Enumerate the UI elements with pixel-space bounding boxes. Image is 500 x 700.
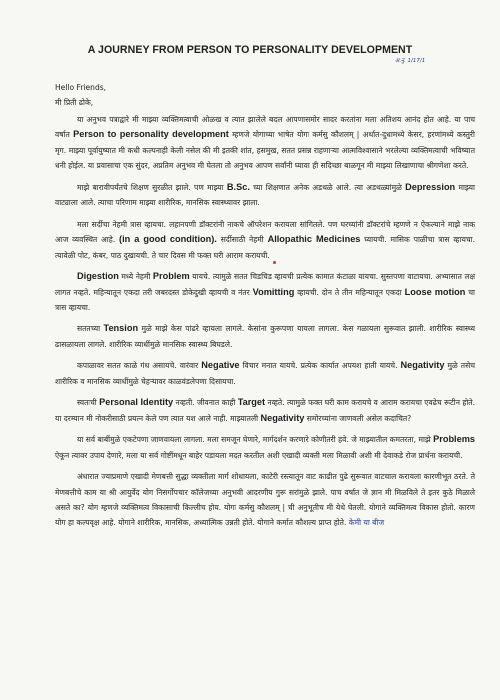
handwritten-insertion: केमी या बीज: [348, 518, 385, 528]
paragraph-education: माझे बारावीपर्यंतचे शिक्षण सुरळीत झाले. पण माझ्या B.Sc. च्या शिक्षणात अनेक अडथळे आले. त्या अडथळ्यांमुळे Depression माझ्या वाट्याला आले. त्याचा परिणाम माझ्या शारीरिक, मानसिक स्वास्थ्यावर झाला.: [55, 181, 475, 208]
greeting: Hello Friends,: [55, 83, 107, 92]
paragraph-tension: सततच्या Tension मुळे माझे केस पांढरे व्हायला लागले. केसांना कुरूपणा यायला लागला. केस गळायला सुरूवात झाली. शारीरिक स्वास्थ्य ढासळायला लागले. शारीरिक व्याधींमुळे मानसिक स्वास्थ्य बिघडले.: [55, 323, 475, 349]
paragraph-negativity: कपाळावर सतत काळे गंध असायचे. वारंवार Negative विचार मनात यायचे. प्रत्येक कार्यात अपयश हाती यायचे. Negativity मुळे तसेच शारीरिक व मानसिक व्याधींमुळे चेहऱ्यावर काळवंडलेपणा दिसायचा.: [55, 360, 475, 386]
paragraph-health: मला सर्दीचा नेहमी त्रास व्हायचा. लहानपणी डॉक्टरांनी नाकचे ऑपरेशन करायला सांगितले. पण घरच्यांनी डॉक्टरांचे म्हणणे न ऐकल्याने माझे नाक आज व्यवस्थित आहे. (in a good condition). सर्दीसाठी नेहमी Allopathic Medicines घ्यायची. मासिक पाळीचा त्रास व्हायचा. त्यावेळी पोट, कंबर, पाठ दुखायची. ते चार दिवस मी फक्त घरी आराम करायची.: [55, 219, 475, 260]
paragraph-loneliness: या सर्व बाबींमुळे एकटेपणा जाणवायला लागला. मला समजून घेणारे, मार्गदर्शन करणारे कोणीतरी हवे. जे माझ्यातील कमतरता, माझे Problems ऐकून त्यावर उपाय देणारे, मला या सर्व गोष्टींमधून बाहेर पडायला मदत करतील अशी एखादी व्यक्ती मला मिळावी अशी मी देवाकडे रोज प्रार्थना करायची.: [55, 434, 475, 460]
handwritten-annotation: अ.नु. 1/17/1: [395, 58, 426, 64]
sign-in-line: मी प्रिती ढोके,: [55, 98, 94, 107]
paragraph-intro: या अनुभव पत्राद्वारे मी माझ्या व्यक्तिमत्वाची ओळख व त्यात झालेले बदल आपणासमोर सादर करतांना मला अतिशय आनंद होत आहे. या पाच वर्षात Person to personality development म्हणजे योगाच्या भाषेत योगः कर्मसु कौशलम् | अर्थात-दुधामध्ये केसर, हरणांमध्ये कस्तुरी मृग. माझ्या पूर्वायुष्यात मी कधी कल्पनाही केली नसेल की मी इतकी शांत, हसमुख, सतत प्रसन्न राहणाऱ्या आत्मविश्वासाने भरलेल्या व्यक्तिमत्वाची भविष्यात धनी होईल. या प्रवासाचा एक सुंदर, अप्रतिम अनुभव मी घेतला तो अनुभव आपण सर्वांनी घ्यावा ही सदिच्छा बाळगून मी माझ्या लिखाणाचा श्रीगणेशा करते.: [55, 115, 475, 171]
letter-body: [55, 80, 475, 537]
paragraph-identity: स्वतःची Personal Identity नव्हती. जीवनात काही Target नव्हते. त्यामुळे फक्त घरी काम करायचे व आराम करायचा एवढेच रूटीन होते. या दरम्यान मी नोकरीसाठी प्रयत्न केले पण त्यात यश आले नाही. माझ्यातली Negativity समोरच्यांना जाणवली असेल कदाचित?: [55, 397, 475, 423]
paragraph-yoga: अंधारात ज्याप्रमाणे एखादी मेणबत्ती सुद्धा व्यक्तीला मार्ग शोधायला, काटेरी रस्त्यातून वाट काढीत पुढे सुरूवात वाटचाल करायला कारणीभूत ठरते. ते मेणबत्तीचे काम या श्री आयुर्वेद योग निसर्गोपचार कॉलेजच्या अनुभवी आदरणीय गुरू सरांमुळे झाले. पाच वर्षात जे ज्ञान मी मिळविले ते इतर कुठे मिळाले असते का? योग म्हणजे व्यक्तिमत्व विकासाची किल्लीच होय. योगः कर्मसु कौशलम् | ची अनुभूतीच मी येथे घेतली. योगाने व्यक्तिमत्व विकास होतो. कारण योग हा कल्पवृक्ष आहे. योगाने शारीरिक, मानसिक, अध्यात्मिक उन्नती होते. योगाने कर्मात कौशल्य प्राप्त होते. केमी या बीज: [55, 472, 475, 528]
paragraph-digestion: Digestion मध्ये नेहमी Problem यायचे. त्यामुळे सतत चिडचिड व्हायची प्रत्येक कामात कंटाळा यायचा. सुस्तपणा वाटायचा. अभ्यासात लक्ष लागत नव्हते. महिन्यातून एकदा तरी जबरदस्त डोकेदुखी व्हायची व नंतर Vomitting व्हायची. दोन ते तीन महिन्यातून एकदा Loose motion चा त्रास व्हायचा.: [55, 271, 476, 312]
document-title: A JOURNEY FROM PERSON TO PERSONALITY DEVELOPMENT: [87, 44, 413, 56]
